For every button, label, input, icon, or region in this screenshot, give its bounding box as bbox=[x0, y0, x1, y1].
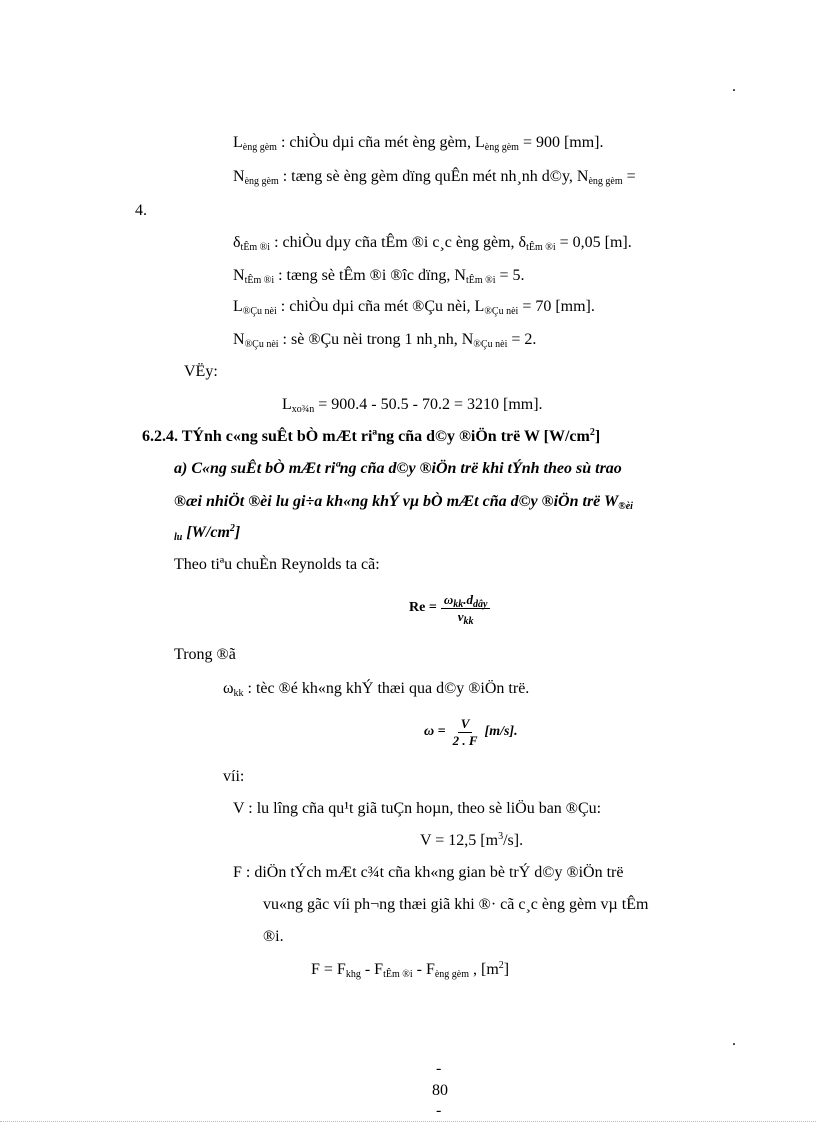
def-line-thickness-plate: $\delta_{tÊm ®i}$ : chiÒu dµy cña tÊm ®i c¸c èng gèm, $\delta_{tÊm ®i} = 0,05$ [m]. bbox=[233, 234, 632, 253]
f-definition-line1: F : diÖn tÝch mÆt c¾t cña kh«ng gian bè trÝ d©y ®iÖn trë bbox=[233, 864, 624, 881]
reynolds-intro: Theo tiªu chuÈn Reynolds ta cã: bbox=[174, 556, 380, 573]
def-line-count-tube-value: 4. bbox=[135, 202, 147, 219]
velocity-fraction: $\frac{V}{2 . F}$ bbox=[452, 715, 478, 748]
conclusion-label: VËy: bbox=[184, 363, 218, 380]
footer-mark: . bbox=[732, 1032, 736, 1049]
where-label: Trong ®ã bbox=[174, 646, 236, 663]
subsection-a-line2: ®æi nhiÖt ®èi lu gi÷a kh«ng khÝ vµ bÒ mÆt cña d©y ®iÖn trë $W_{®èi}$ bbox=[174, 493, 633, 512]
def-line-length-connector: $L_{®Çu nèi}$ : chiÒu dµi cña mét ®Çu nèi, $L_{®Çu nèi} = 70$ [mm]. bbox=[233, 298, 595, 317]
omega-definition: $\omega_{kk}$ : tèc ®é kh«ng khÝ thæi qua d©y ®iÖn trë. bbox=[223, 680, 530, 699]
f-definition-line3: ®i. bbox=[263, 928, 284, 945]
subsection-a-line3: $_{lu}$ $[W/cm^2]$ bbox=[174, 523, 241, 543]
def-line-count-plate: $N_{tÊm ®i}$ : tæng sè tÊm ®i ®îc dïng, $N_{tÊm ®i} = 5$. bbox=[233, 267, 525, 286]
page-number: 80 bbox=[432, 1082, 448, 1099]
f-definition-line2: vu«ng gãc víi ph¬ng thæi giã khi ®· cã c¸c èng gèm vµ tÊm bbox=[263, 896, 649, 913]
def-line-count-connector: $N_{®Çu nèi}$ : sè ®Çu nèi trong 1 nh¸nh, $N_{®Çu nèi} = 2$. bbox=[233, 331, 537, 350]
def-line-length-tube: $L_{èng gèm}$ : chiÒu dµi cña mét èng gèm, $L_{èng gèm} = 900$ [mm]. bbox=[233, 134, 604, 153]
footer-dash-top: - bbox=[436, 1060, 442, 1077]
with-label: víi: bbox=[223, 768, 245, 785]
reynolds-equation: Re = $\frac{\omega_{kk}.d_{dây}}{\nu_{kk}}$ bbox=[409, 588, 494, 628]
footer-dash-bottom: - bbox=[436, 1102, 442, 1119]
area-equation: $F = F_{khg} - F_{tÊm ®i} - F_{èng gèm}$ , $[m^2]$ bbox=[311, 960, 510, 980]
velocity-equation: ω = $\frac{V}{2 . F}$ [m/s]. bbox=[424, 715, 518, 748]
header-mark: . bbox=[732, 78, 736, 95]
def-line-count-tube: $N_{èng gèm}$ : tæng sè èng gèm dïng quÊn mét nh¸nh d©y, $N_{èng gèm}$ = bbox=[233, 168, 636, 187]
v-value: V = 12,5 $[m^3/s]$. bbox=[420, 831, 524, 849]
reynolds-fraction: $\frac{\omega_{kk}.d_{dây}}{\nu_{kk}}$ bbox=[441, 592, 491, 625]
subsection-a-line1: a) C«ng suÊt bÒ mÆt riªng cña d©y ®iÖn trë khi tÝnh theo sù trao bbox=[174, 460, 622, 477]
section-heading: 6.2.4. TÝnh c«ng suÊt bÒ mÆt riªng cña d©y ®iÖn trë W $[W/cm^2]$ bbox=[142, 427, 601, 445]
v-definition: V : lu lîng cña qu¹t giã tuÇn hoµn, theo sè liÖu ban ®Çu: bbox=[233, 800, 602, 817]
page-bottom-divider bbox=[0, 1121, 816, 1122]
coil-length-equation: $L_{xo\frac{3}{4}n} = 900.4 - 50.5 - 70.2 = 3210$ [mm]. bbox=[282, 396, 543, 415]
